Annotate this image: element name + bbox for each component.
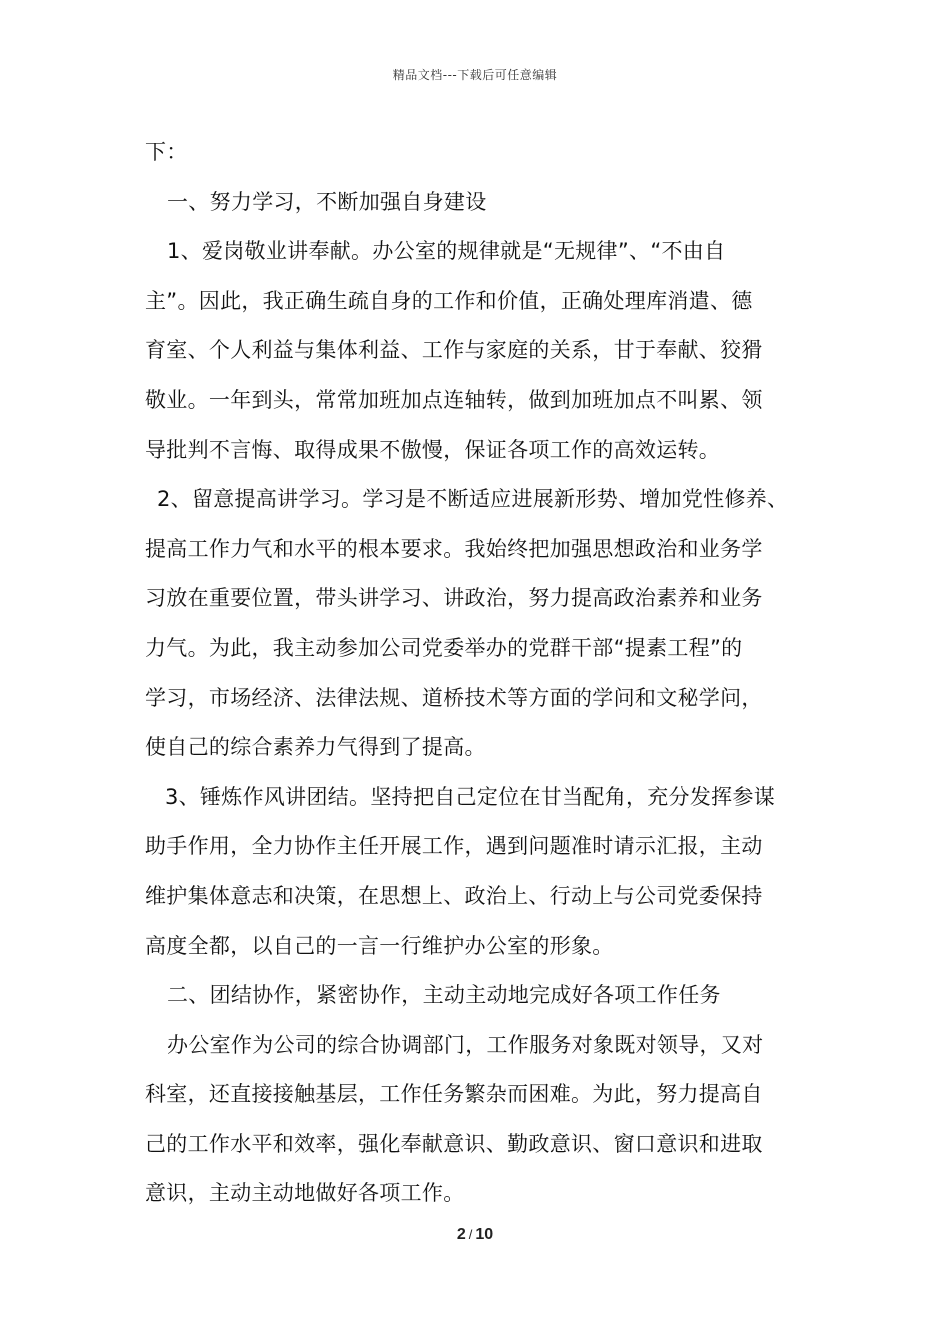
- page-header: 精品文档---下载后可任意编辑: [392, 68, 558, 82]
- text-line: 科室，还直接接触基层，工作任务繁杂而困难。为此，努力提高自: [145, 1082, 763, 1107]
- text-line: 己的工作水平和效率，强化奉献意识、勤政意识、窗口意识和进取: [145, 1131, 763, 1156]
- text-line: 敬业。一年到头，常常加班加点连轴转，做到加班加点不叫累、领: [145, 387, 763, 412]
- text-line: 维护集体意志和决策，在思想上、政治上、行动上与公司党委保持: [145, 883, 763, 908]
- text-line: 2、留意提高讲学习。学习是不断适应进展新形势、增加党性修养、: [157, 487, 789, 512]
- text-line: 主”。因此，我正确生疏自身的工作和价值，正确处理库消遣、德: [145, 288, 753, 313]
- text-line: 学习，市场经济、法律法规、道桥技术等方面的学问和文秘学问，: [145, 685, 763, 710]
- text-line: 提高工作力气和水平的根本要求。我始终把加强思想政治和业务学: [145, 536, 763, 561]
- text-line: 习放在重要位置，带头讲学习、讲政治，努力提高政治素养和业务: [145, 586, 763, 611]
- text-line: 下：: [145, 140, 188, 164]
- page-number: [0, 1226, 950, 1244]
- text-line: 使自己的综合素养力气得到了提高。: [145, 735, 486, 760]
- section-heading: 二、团结协作，紧密协作，主动主动地完成好各项工作任务: [167, 983, 721, 1008]
- section-heading: 一、努力学习，不断加强自身建设: [167, 189, 487, 214]
- current-page: 2: [456, 1226, 466, 1243]
- text-line: 1、爱岗敬业讲奉献。办公室的规律就是“无规律”、“不由自: [167, 239, 726, 264]
- text-line: 办公室作为公司的综合协调部门，工作服务对象既对领导，又对: [167, 1032, 764, 1057]
- text-line: 3、锤炼作风讲团结。坚持把自己定位在甘当配角，充分发挥参谋: [165, 784, 776, 809]
- text-line: 意识，主动主动地做好各项工作。: [145, 1181, 465, 1206]
- text-line: 助手作用，全力协作主任开展工作，遇到问题准时请示汇报，主动: [145, 834, 763, 859]
- text-line: 育室、个人利益与集体利益、工作与家庭的关系，甘于奉献、狡猾: [145, 338, 763, 363]
- page-separator: /: [468, 1227, 473, 1242]
- text-line: 导批判不言悔、取得成果不傲慢，保证各项工作的高效运转。: [145, 437, 721, 462]
- text-line: 力气。为此，我主动参加公司党委举办的党群干部“提素工程”的: [145, 635, 743, 660]
- total-pages: 10: [475, 1226, 494, 1243]
- text-line: 高度全都，以自己的一言一行维护办公室的形象。: [145, 933, 614, 958]
- document-body: [145, 128, 835, 1219]
